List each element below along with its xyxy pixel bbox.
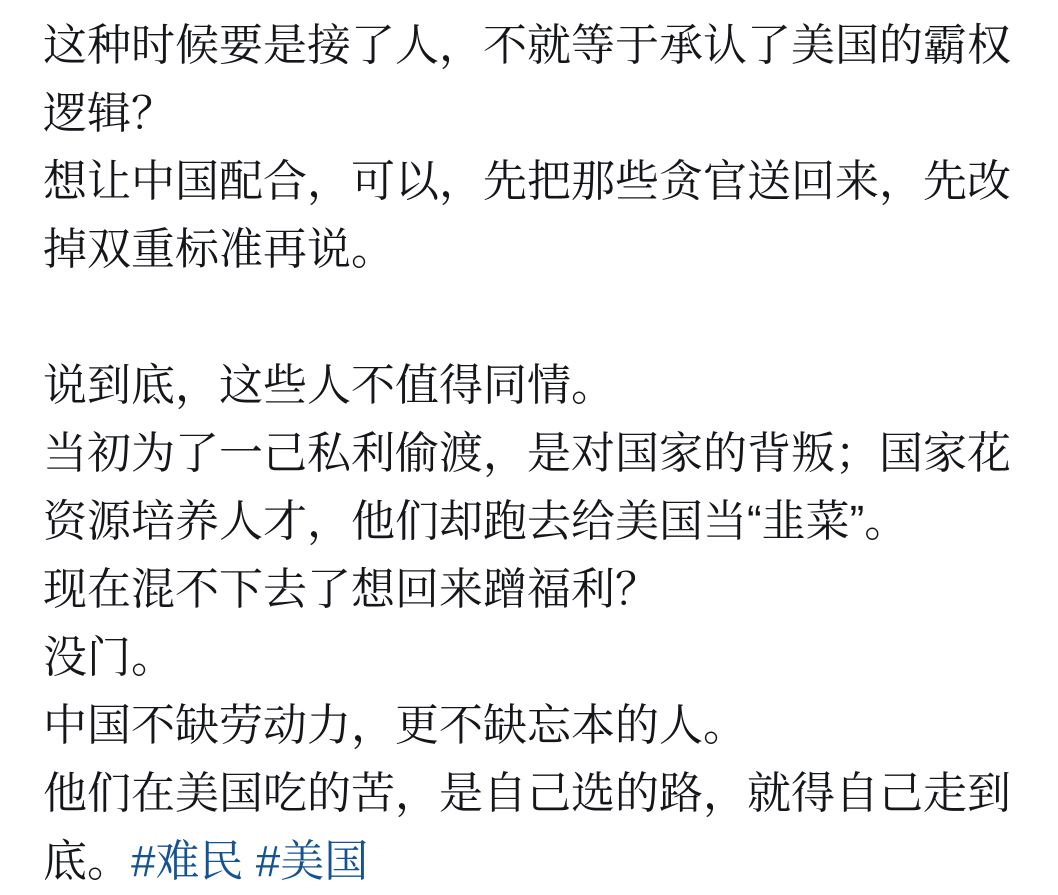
text-line	[43, 760, 1022, 828]
blank-line	[43, 284, 1022, 352]
line-text: 掉双重标准再说。	[43, 225, 395, 274]
hashtag-link[interactable]: #难民	[131, 837, 244, 886]
line-text: 资源培养人才，他们却跑去给美国当“韭菜”。	[43, 497, 909, 546]
line-text: 他们在美国吃的苦，是自己选的路，就得自己走到	[43, 769, 1011, 818]
line-text: 当初为了一己私利偷渡，是对国家的背叛；国家花	[43, 429, 1011, 478]
text-line	[43, 216, 1022, 284]
text-line	[43, 12, 1022, 80]
text-line	[43, 692, 1022, 760]
text-line	[43, 420, 1022, 488]
text-line	[43, 828, 1022, 895]
text-line	[43, 148, 1022, 216]
text-line	[43, 80, 1022, 148]
line-text: 想让中国配合，可以，先把那些贪官送回来，先改	[43, 157, 1011, 206]
line-text: 中国不缺劳动力，更不缺忘本的人。	[43, 701, 747, 750]
post-text	[43, 12, 1022, 895]
line-text: 现在混不下去了想回来蹭福利？	[43, 565, 659, 614]
text-line	[43, 352, 1022, 420]
line-text: 说到底，这些人不值得同情。	[43, 361, 615, 410]
text-line	[43, 556, 1022, 624]
text-line	[43, 624, 1022, 692]
text-line	[43, 488, 1022, 556]
line-text: 没门。	[43, 633, 175, 682]
line-text: 底。	[43, 837, 131, 886]
hashtag-link[interactable]: #美国	[255, 837, 369, 886]
line-text: 这种时候要是接了人，不就等于承认了美国的霸权	[43, 21, 1011, 70]
line-text: 逻辑？	[43, 89, 175, 138]
